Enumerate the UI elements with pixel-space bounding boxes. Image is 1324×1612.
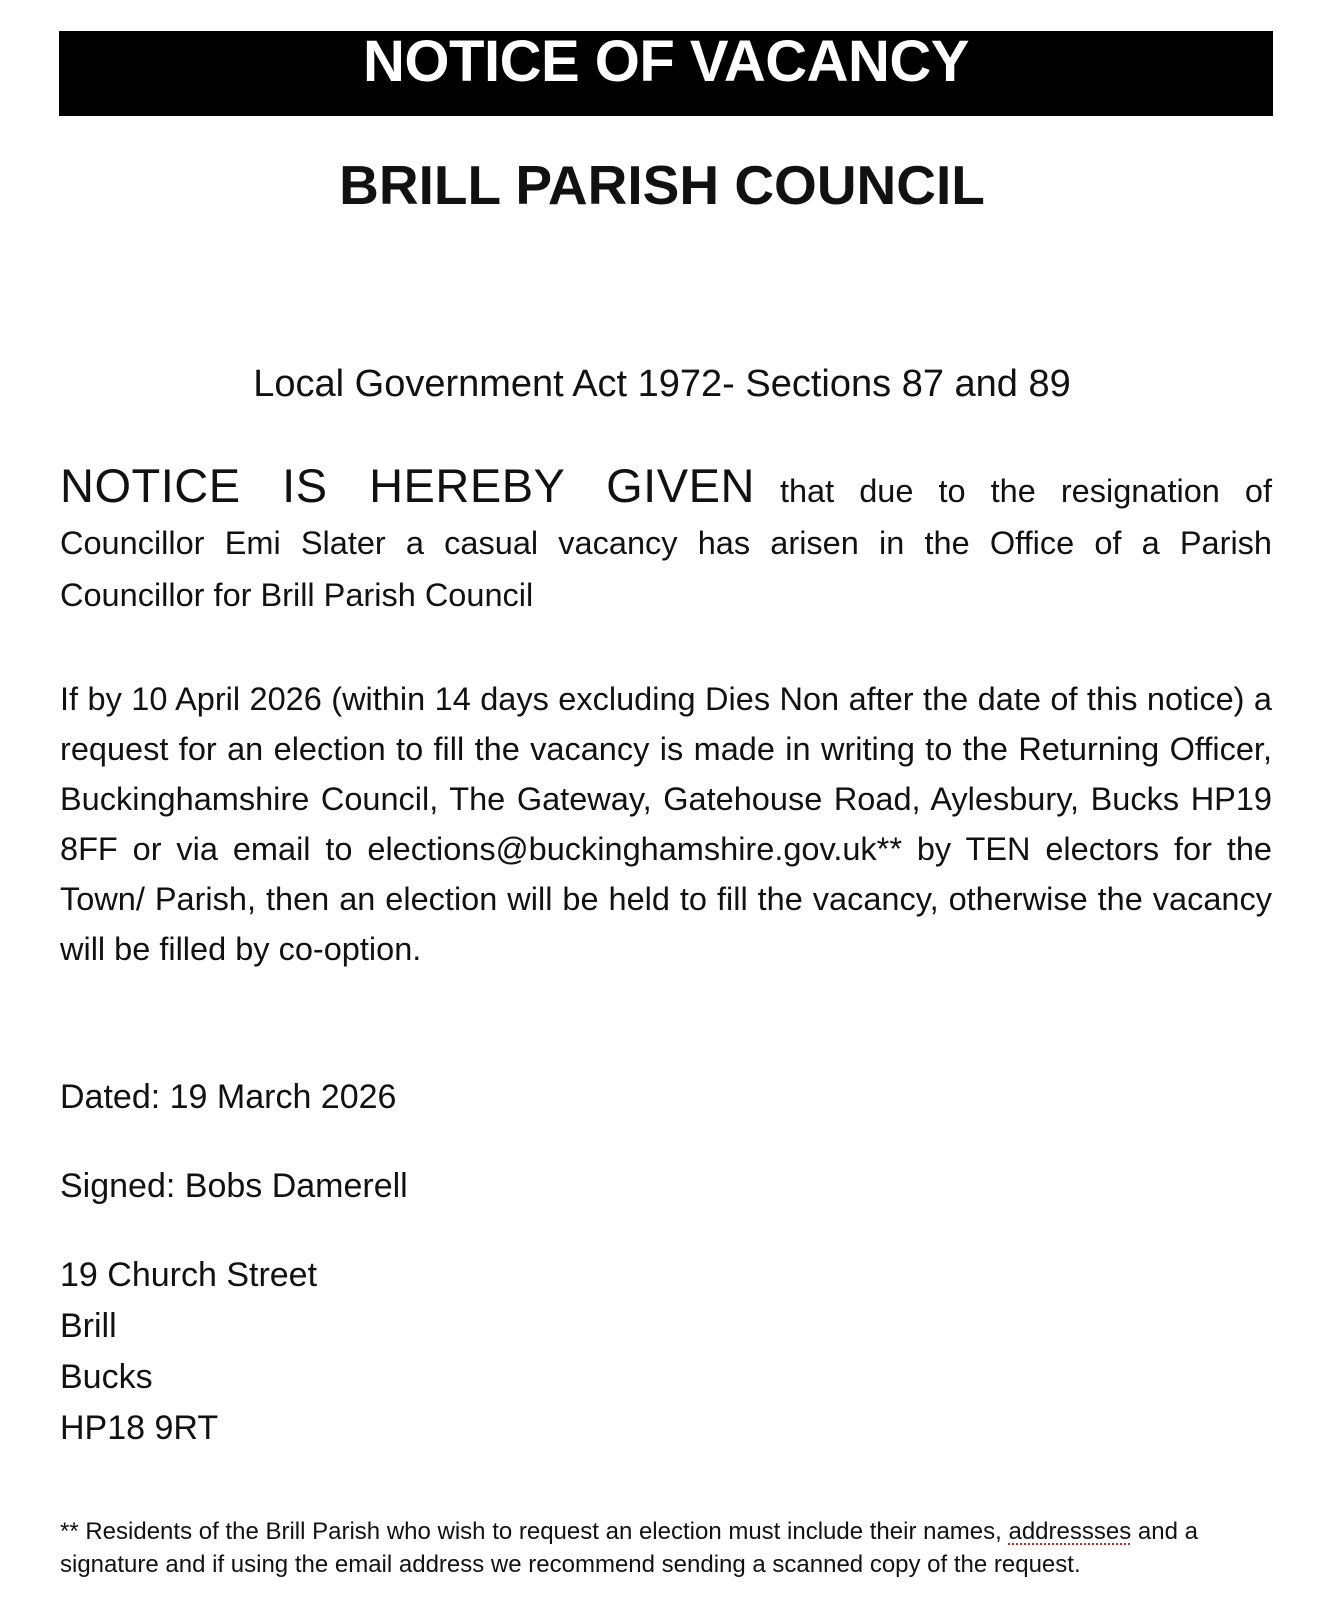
notice-paragraph bbox=[60, 460, 1272, 621]
signed-line: Signed: Bobs Damerell bbox=[60, 1167, 408, 1205]
address-line-street: 19 Church Street bbox=[60, 1256, 318, 1294]
signatory-address bbox=[60, 1250, 317, 1454]
address-line-village: Brill bbox=[60, 1307, 117, 1345]
dated-line: Dated: 19 March 2026 bbox=[60, 1078, 397, 1116]
election-request-paragraph: If by 10 April 2026 (within 14 days excluding Dies Non after the date of this notice) a request for an election to fill the vacancy is made in writing to the Returning Officer, Buckinghamshire Council, The Gateway, Gatehouse Road, Aylesbury, Bucks HP19 8FF or via email to elections@buckinghamshire.gov.uk** by TEN electors for the Town/ Parish, then an election will be held to fill the vacancy, otherwise the vacancy will be filled by co-option. bbox=[60, 681, 1272, 967]
footnote-text-after: and a signature and if using the email address we recommend sending a scanned copy of the request. bbox=[60, 1518, 1198, 1578]
act-reference: Local Government Act 1972- Sections 87 and 89 bbox=[253, 363, 1071, 405]
footnote bbox=[60, 1515, 1272, 1581]
footnote-text-before: ** Residents of the Brill Parish who wish to request an election must include their names, bbox=[60, 1518, 1009, 1545]
address-line-county: Bucks bbox=[60, 1358, 153, 1396]
footnote-misspelled-word: addressses bbox=[1008, 1518, 1132, 1545]
council-name-heading: BRILL PARISH COUNCIL bbox=[339, 154, 985, 216]
notice-lead-text: NOTICE IS HEREBY GIVEN bbox=[60, 459, 755, 512]
address-line-postcode: HP18 9RT bbox=[60, 1409, 219, 1447]
notice-body-text: that due to the resignation of Councillor Emi Slater a casual vacancy has arisen in the Office of a Parish Councillor for Brill Parish Council bbox=[60, 473, 1272, 613]
notice-title-banner: NOTICE OF VACANCY bbox=[59, 31, 1273, 116]
